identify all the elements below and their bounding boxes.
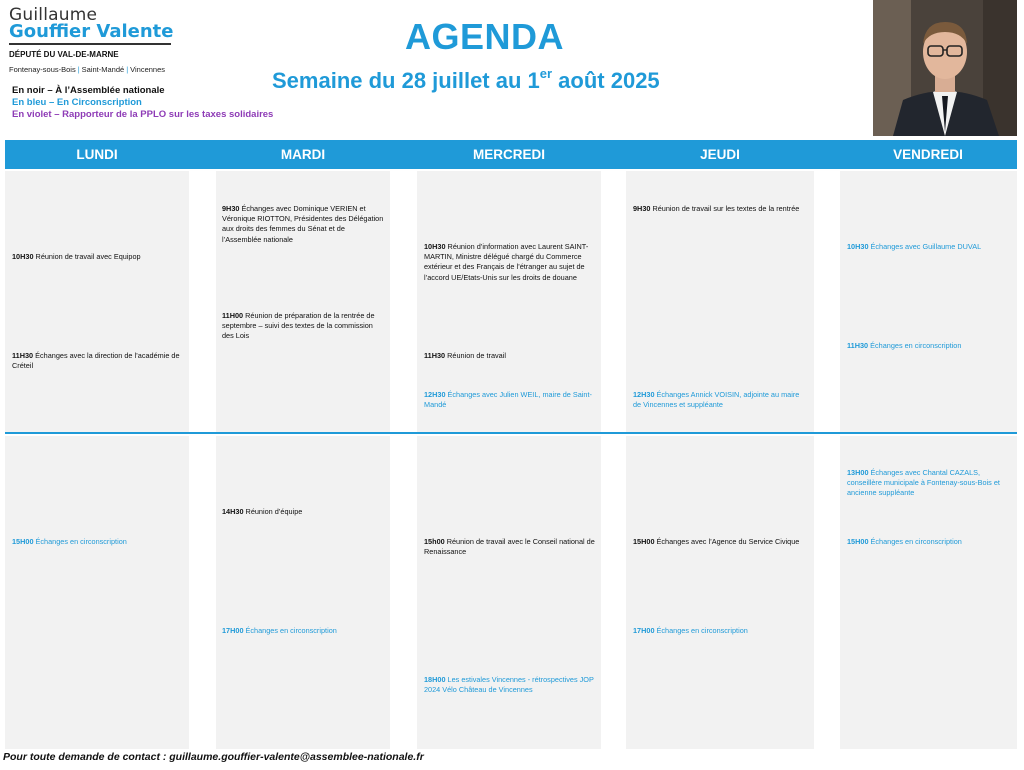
event-text: Les estivales Vincennes - rétrospectives JOP 2024 Vélo Château de Vincennes [424, 675, 594, 695]
event-text: Réunion de travail avec le Conseil national de Renaissance [424, 537, 595, 557]
event-time: 11H30 [424, 351, 446, 360]
cell-lundi-afternoon [5, 436, 189, 749]
event-text: Échanges avec Dominique VERIEN et Véronique RIOTTON, Présidentes des Délégation aux droits des femmes du Sénat et de l’Assemblée nationale [222, 204, 384, 244]
event-time: 13H00 [847, 468, 869, 477]
event-time: 12H30 [424, 390, 446, 399]
town-separator: | [126, 65, 129, 74]
event-time: 10H30 [424, 242, 446, 251]
cell-jeudi-afternoon [626, 436, 814, 749]
event-mardi-0930 [222, 204, 384, 245]
towns-line [9, 65, 165, 74]
event-text: Échanges avec Julien WEIL, maire de Saint-Mandé [424, 390, 592, 410]
event-jeudi-1700 [633, 626, 809, 636]
event-time: 15h00 [424, 537, 445, 546]
event-lundi-1500 [12, 537, 182, 547]
event-time: 10H30 [847, 242, 869, 251]
event-mercredi-1800 [424, 675, 598, 695]
cell-lundi-morning [5, 171, 189, 432]
event-text: Échanges avec Chantal CAZALS, conseillère municipale à Fontenay-sous-Bois et ancienne suppléante [847, 468, 1000, 498]
cell-mardi-afternoon [216, 436, 390, 749]
day-mercredi: MERCREDI [472, 147, 545, 162]
event-time: 15H00 [12, 537, 34, 546]
event-mercredi-1130 [424, 351, 596, 361]
event-time: 12H30 [633, 390, 655, 399]
event-text: Échanges en circonscription [243, 626, 337, 635]
name-underline [9, 43, 171, 45]
event-jeudi-1500 [633, 537, 811, 547]
event-text: Échanges en circonscription [868, 537, 962, 546]
legend-black: En noir – À l’Assemblée nationale [12, 85, 165, 96]
event-time: 17H00 [633, 626, 655, 635]
event-time: 11H30 [12, 351, 34, 360]
town-saint-mande: Saint-Mandé [81, 65, 125, 74]
subtitle-end: août 2025 [552, 68, 660, 93]
day-mardi: MARDI [280, 147, 326, 162]
subtitle-start: Semaine du 28 juillet au 1 [272, 68, 540, 93]
event-time: 15H00 [633, 537, 655, 546]
event-mardi-1430 [222, 507, 384, 517]
event-text: Échanges en circonscription [868, 341, 962, 350]
event-jeudi-1230 [633, 390, 809, 410]
subtitle-ordinal: er [539, 66, 553, 81]
event-text: Réunion d’information avec Laurent SAINT-MARTIN, Ministre délégué chargé du Commerce extérieur et des Français de l’étranger au sujet de l’accord UE/Etats-Unis sur les droits de douane [424, 242, 589, 282]
event-text: Échanges en circonscription [654, 626, 748, 635]
event-mercredi-1500 [424, 537, 596, 557]
name-last: Gouffier Valente [9, 21, 174, 42]
event-vendredi-1130 [847, 341, 1013, 351]
event-mardi-1100 [222, 311, 386, 342]
event-mercredi-1030 [424, 242, 596, 283]
portrait-illustration [873, 0, 1017, 136]
page-title: AGENDA [405, 16, 565, 57]
event-lundi-1130 [12, 351, 182, 371]
event-text: Échanges avec Guillaume DUVAL [868, 242, 982, 251]
event-vendredi-1300 [847, 468, 1013, 499]
day-jeudi: JEUDI [700, 147, 740, 162]
event-text: Réunion de travail [445, 351, 506, 360]
town-fontenay: Fontenay-sous-Bois [9, 65, 76, 74]
midday-divider [5, 432, 1017, 434]
event-vendredi-1030 [847, 242, 1013, 252]
event-time: 11H30 [847, 341, 869, 350]
event-time: 14H30 [222, 507, 244, 516]
event-mardi-1700 [222, 626, 384, 636]
event-time: 9H30 [222, 204, 240, 213]
event-mercredi-1230 [424, 390, 596, 410]
color-legend [12, 85, 273, 121]
day-lundi: LUNDI [76, 147, 118, 162]
name-first: Guillaume [9, 5, 98, 25]
town-separator: | [77, 65, 80, 74]
event-time: 18H00 [424, 675, 446, 684]
cell-vendredi-morning [840, 171, 1017, 432]
event-time: 10H30 [12, 252, 34, 261]
event-text: Échanges en circonscription [33, 537, 127, 546]
event-text: Réunion de préparation de la rentrée de septembre – suivi des textes de la commission des Lois [222, 311, 375, 341]
town-vincennes: Vincennes [130, 65, 166, 74]
event-time: 17H00 [222, 626, 244, 635]
role-title: DÉPUTÉ DU VAL-DE-MARNE [9, 50, 119, 59]
event-time: 9H30 [633, 204, 651, 213]
legend-violet: En violet – Rapporteur de la PPLO sur les taxes solidaires [12, 109, 274, 120]
event-text: Échanges avec la direction de l’académie de Créteil [12, 351, 180, 371]
day-vendredi: VENDREDI [893, 147, 963, 162]
event-jeudi-0930 [633, 204, 809, 214]
event-text: Réunion d’équipe [243, 507, 303, 516]
event-lundi-1030 [12, 252, 182, 262]
event-text: Échanges avec l’Agence du Service Civique [654, 537, 800, 546]
event-text: Réunion de travail sur les textes de la rentrée [650, 204, 800, 213]
event-vendredi-1500 [847, 537, 1013, 547]
cell-mercredi-afternoon [417, 436, 601, 749]
contact-footer: Pour toute demande de contact : guillaume.gouffier-valente@assemblee-nationale.fr [3, 751, 424, 763]
event-text: Réunion de travail avec Equipop [33, 252, 141, 261]
event-time: 11H00 [222, 311, 244, 320]
event-text: Échanges Annick VOISIN, adjointe au maire de Vincennes et suppléante [633, 390, 800, 410]
week-subtitle [272, 68, 660, 94]
event-time: 15H00 [847, 537, 869, 546]
legend-blue: En bleu – En Circonscription [12, 97, 142, 108]
portrait-photo [873, 0, 1017, 136]
